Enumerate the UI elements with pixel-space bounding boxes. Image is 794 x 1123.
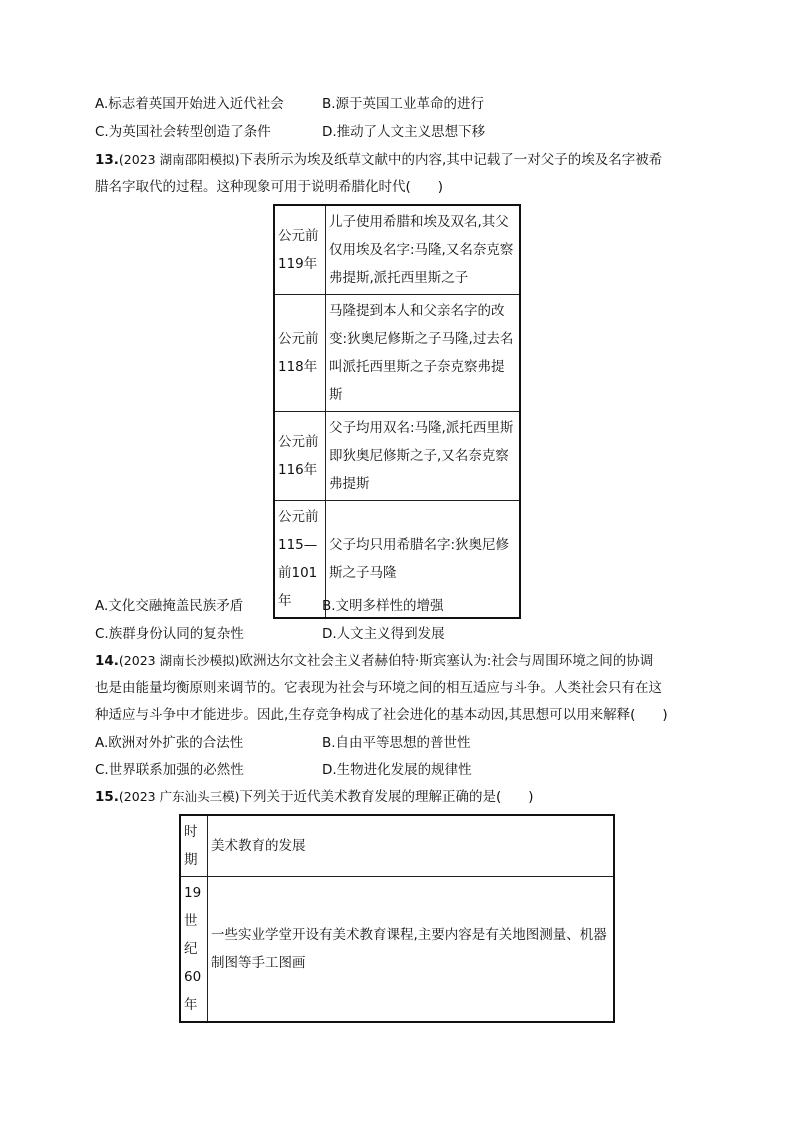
q13-date-cell: 公元前115—前101年 <box>274 501 326 619</box>
q14-stem-line3: 种适应与斗争中才能进步。因此,生存竞争构成了社会进化的基本动因,其思想可以用来解释( ) <box>95 707 668 723</box>
q13-option-a: A.文化交融掩盖民族矛盾 <box>95 598 244 614</box>
q15-table <box>179 814 615 1023</box>
q15-header-period: 时期 <box>180 815 208 877</box>
q13-number: 13. <box>95 152 119 168</box>
q14-stem-line1 <box>95 651 653 671</box>
q15-source: (2023 广东汕头三模) <box>118 789 240 804</box>
q13-source: (2023 湖南邵阳模拟) <box>118 152 240 167</box>
q14-option-c: C.世界联系加强的必然性 <box>95 762 244 778</box>
q12-option-a: A.标志着英国开始进入近代社会 <box>95 96 284 112</box>
q14-option-b: B.自由平等思想的普世性 <box>322 735 471 751</box>
q13-stem-text1: 下表所示为埃及纸草文献中的内容,其中记载了一对父子的埃及名字被希 <box>239 152 663 168</box>
q13-stem-line1 <box>95 150 662 170</box>
q13-text-cell: 儿子使用希腊和埃及双名,其父仅用埃及名字:马隆,又名奈克察弗提斯,派托西里斯之子 <box>326 205 521 295</box>
q12-option-b: B.源于英国工业革命的进行 <box>322 96 485 112</box>
table-row <box>274 412 520 501</box>
q13-date-cell: 公元前116年 <box>274 412 326 501</box>
q15-period-cell: 19世纪60年 <box>180 877 208 1023</box>
q13-date-cell: 公元前119年 <box>274 205 326 295</box>
q14-number: 14. <box>95 653 119 669</box>
table-header-row <box>180 815 614 877</box>
q13-option-b: B.文明多样性的增强 <box>322 598 444 614</box>
q13-option-d: D.人文主义得到发展 <box>322 626 445 642</box>
q13-stem-line2: 腊名字取代的过程。这种现象可用于说明希腊化时代( ) <box>95 179 444 195</box>
q13-option-c: C.族群身份认同的复杂性 <box>95 626 244 642</box>
table-row <box>274 205 520 295</box>
q13-table <box>273 204 521 619</box>
q14-source: (2023 湖南长沙模拟) <box>118 653 240 668</box>
q14-option-d: D.生物进化发展的规律性 <box>322 762 472 778</box>
q15-stem-text: 下列关于近代美术教育发展的理解正确的是( ) <box>239 789 534 805</box>
table-row <box>180 877 614 1023</box>
q13-text-cell: 父子均用双名:马隆,派托西里斯即狄奥尼修斯之子,又名奈克察弗提斯 <box>326 412 521 501</box>
q12-option-c: C.为英国社会转型创造了条件 <box>95 124 271 140</box>
q15-header-content: 美术教育的发展 <box>208 815 615 877</box>
q15-stem-line <box>95 787 534 807</box>
q13-date-cell: 公元前118年 <box>274 295 326 412</box>
q15-text-cell: 一些实业学堂开设有美术教育课程,主要内容是有关地图测量、机器制图等手工图画 <box>208 877 615 1023</box>
q13-text-cell: 父子均只用希腊名字:狄奥尼修斯之子马隆 <box>326 501 521 619</box>
q14-stem-line2: 也是由能量均衡原则来调节的。它表现为社会与环境之间的相互适应与斗争。人类社会只有在这 <box>95 680 662 696</box>
q13-text-cell: 马隆提到本人和父亲名字的改变:狄奥尼修斯之子马隆,过去名叫派托西里斯之子奈克察弗提斯 <box>326 295 521 412</box>
q12-option-d: D.推动了人文主义思想下移 <box>322 124 486 140</box>
q15-number: 15. <box>95 789 119 805</box>
q14-option-a: A.欧洲对外扩张的合法性 <box>95 735 244 751</box>
table-row <box>274 295 520 412</box>
q14-stem-text1: 欧洲达尔文社会主义者赫伯特·斯宾塞认为:社会与周围环境之间的协调 <box>239 653 654 669</box>
